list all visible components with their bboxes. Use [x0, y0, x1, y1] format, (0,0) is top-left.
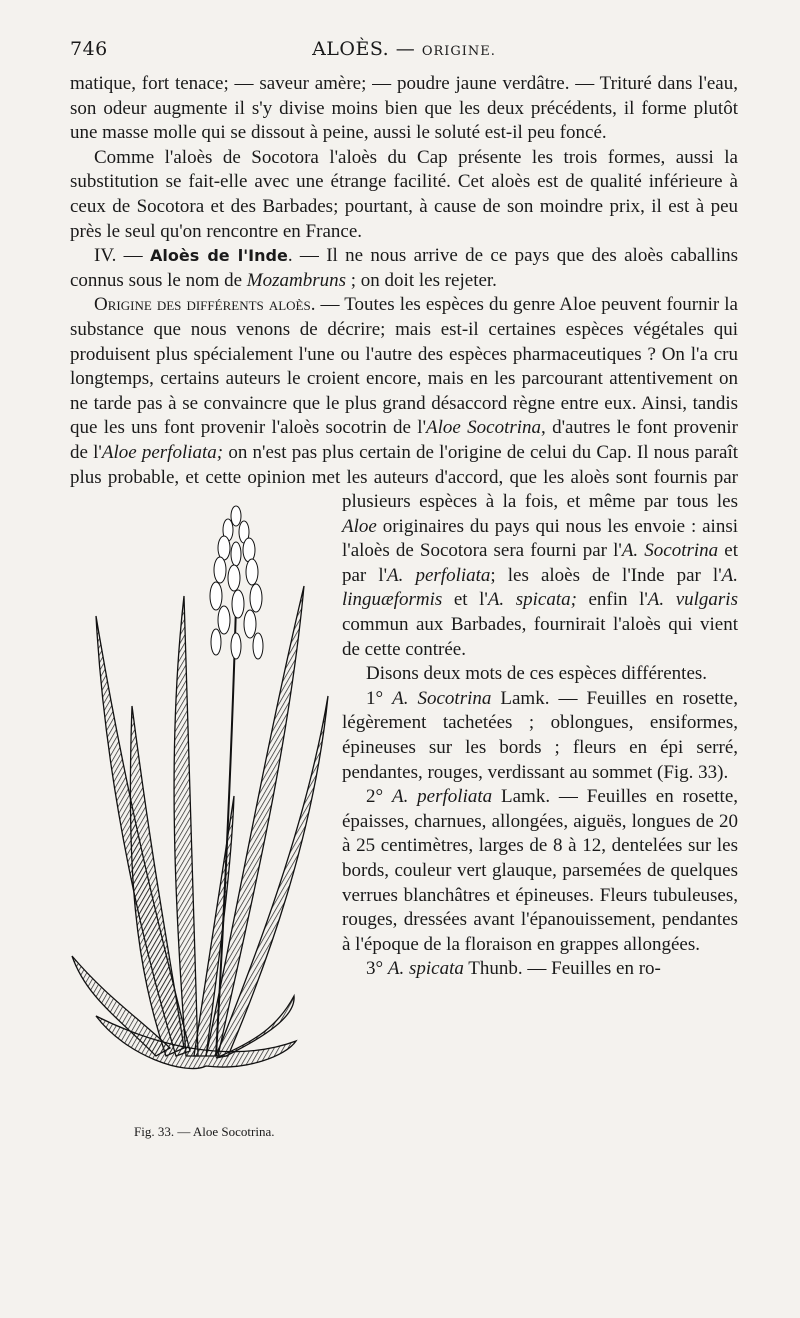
- text-run: commun aux Barbades, fournirait l'aloès qui vient de cette contrée.: [342, 614, 738, 660]
- figure-caption: Fig. 33. — Aloe Socotrina.: [134, 1124, 275, 1140]
- italic-term: Aloe Socotrina: [426, 417, 542, 439]
- running-title-section: ORIGINE.: [421, 44, 496, 59]
- paragraph-intro-especes: Disons deux mots de ces espèces différentes.: [366, 663, 708, 685]
- text-run: originaires du pays qui nous les envoie : ainsi l'aloès de Socotora sera fourni par l': [342, 515, 738, 562]
- running-title: [70, 38, 738, 60]
- text-run: Lamk. — Feuilles en rosette, épaisses, charnues, allongées, aiguës, longues de 20 à 25 centimètres, larges de 8 à 12, dentelées sur les bords, couleur vert glauque, parsemées de quelques verrues blanchâtres et épineuses. Fleurs tubuleuses, rouges, dressées avant l'épanouissement, pendantes à l'époque de la floraison en grappes allongées.: [342, 786, 738, 955]
- text-run: Thunb. — Feuilles en ro-: [463, 958, 661, 980]
- section-number: IV. —: [94, 245, 150, 267]
- subsection-heading: Origine des différents aloès: [94, 294, 311, 316]
- text-run: enfin l': [576, 589, 648, 611]
- italic-term: Aloe: [342, 515, 377, 537]
- species-name: A. perfoliata: [391, 786, 493, 808]
- italic-term: Mozambruns: [246, 269, 347, 291]
- list-number: 2°: [366, 786, 392, 808]
- text-run: on n'est pas plus certain de l'origine de celui du Cap. Il nous paraît plus probable, et cette opinion met les auteurs d'accord, que les aloès sont fournis par plusieurs espèces à la fois, et même par tous les: [70, 441, 739, 513]
- italic-term: A. perfoliata: [387, 564, 491, 586]
- page-number: 746: [70, 38, 108, 60]
- italic-term: A. spicata;: [487, 589, 577, 611]
- list-number: 1°: [366, 687, 393, 709]
- text-run: et par l': [342, 540, 739, 586]
- text-run: et l': [442, 589, 488, 611]
- text-run: ; on doit les rejeter.: [346, 269, 497, 291]
- text-run: . — Il ne nous arrive de ce pays que des aloès caballins connus sous le nom de: [70, 245, 738, 291]
- figure-33: [66, 496, 334, 1146]
- text-run: . — Toutes les espèces du genre Aloe peuvent fournir la substance que nous venons de décrire; mais est-il certaines espèces végétales qui produisent plus spécialement l'une ou l'autre des espèces pharmaceutiques ? On l'a cru longtemps, certains auteurs le croient encore, mais en les parcourant attentivement on ne tarde pas à se convaincre que le plus grand désaccord règne entre eux. Ainsi, tandis que les uns font provenir l'aloès socotrin de l': [70, 294, 738, 439]
- list-number: 3°: [366, 958, 388, 980]
- text-run: Lamk. — Feuilles en rosette, légèrement tachetées ; oblongues, ensiformes, épineuses sur les bords ; fleurs en épi serré, pendantes, rouges, verdissant au sommet (Fig. 33).: [342, 687, 738, 783]
- species-name: A. spicata: [387, 958, 464, 980]
- page-body: [70, 72, 738, 1146]
- italic-term: A. linguæformis: [342, 564, 738, 611]
- aloe-plant-illustration: [66, 496, 334, 1146]
- species-name: A. Socotrina: [392, 687, 492, 709]
- running-header: [70, 36, 738, 66]
- section-heading: Aloès de l'Inde: [149, 246, 288, 266]
- text-run: ; les aloès de l'Inde par l': [490, 564, 722, 586]
- paragraph-aloes-inde: [70, 244, 738, 293]
- paragraph-cap-aloes: Comme l'aloès de Socotora l'aloès du Cap présente les trois formes, aussi la substitution se fait-elle avec une étrange facilité. Cet aloès est de qualité inférieure à ceux de Socotora et des Barbades; pourtant, à cause de son moindre prix, il est à peu près le seul qu'on rencontre en France.: [70, 146, 738, 242]
- italic-term: A. vulgaris: [647, 589, 738, 611]
- italic-term: A. Socotrina: [621, 540, 719, 562]
- paragraph-continued: matique, fort tenace; — saveur amère; — poudre jaune verdâtre. — Trituré dans l'eau, son odeur augmente il s'y divise moins bien que les deux précédents, il forme plutôt une masse molle qui se dissout à peine, aussi le soluté est-il peu foncé.: [70, 73, 738, 144]
- italic-term: Aloe perfoliata;: [101, 441, 224, 463]
- running-title-main: ALOÈS. —: [312, 38, 422, 60]
- text-run: , d'autres le font provenir de l': [70, 417, 738, 463]
